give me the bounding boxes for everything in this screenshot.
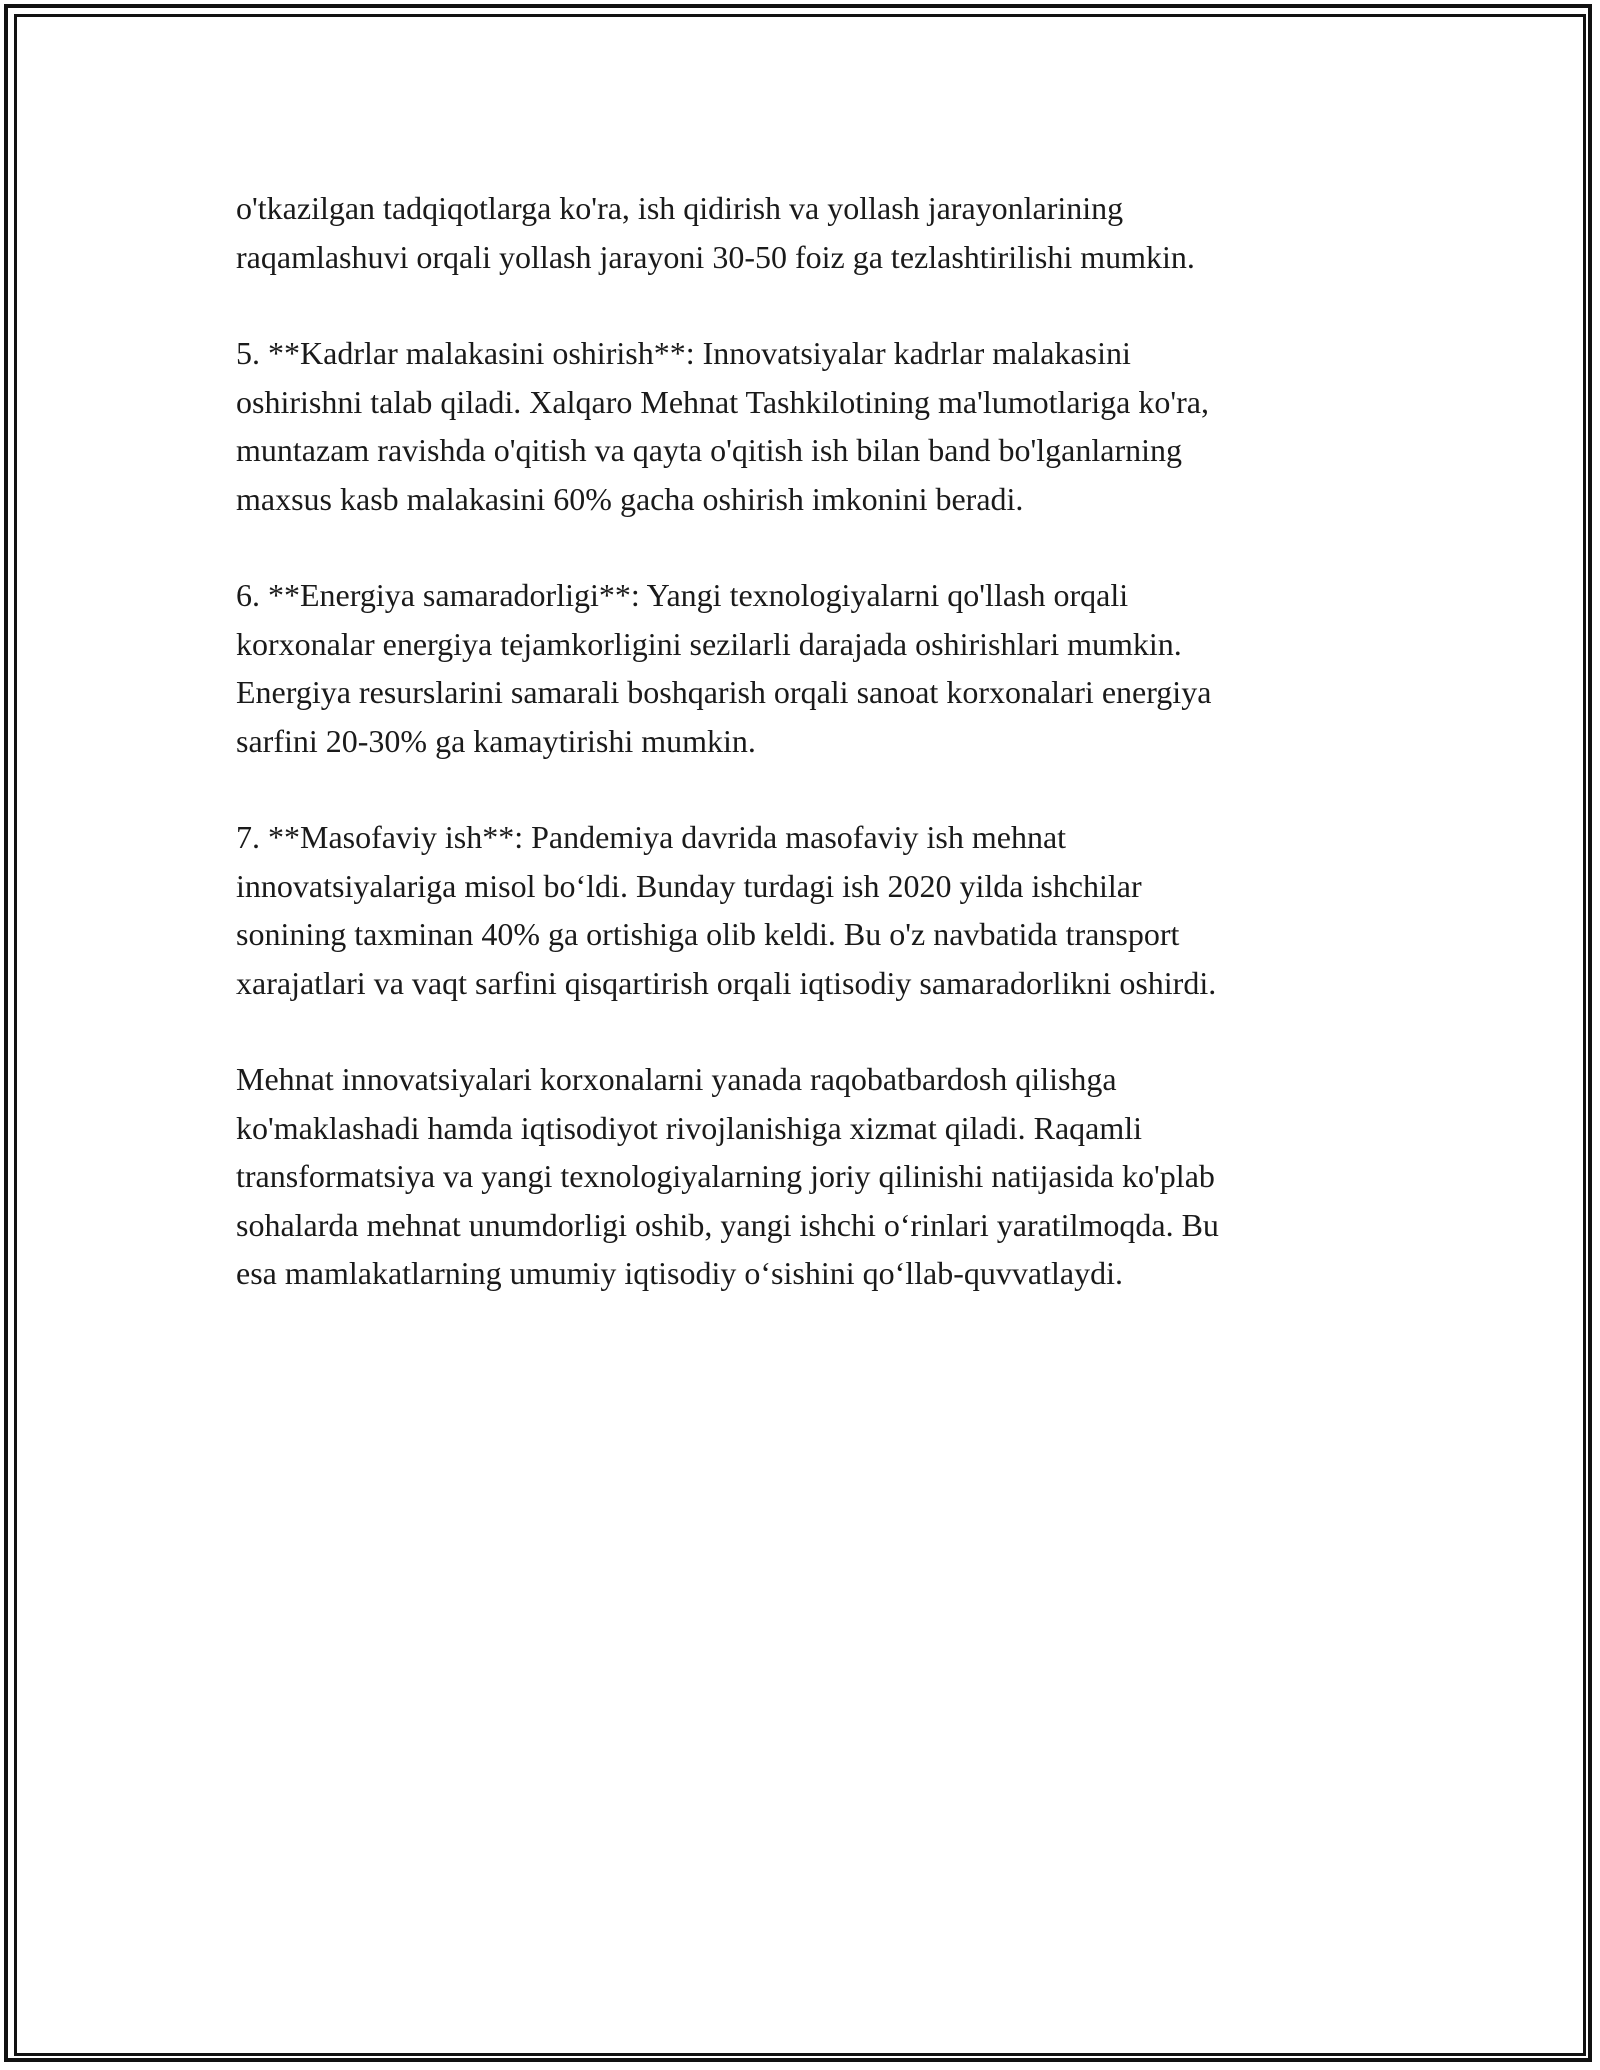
text-line: 5. **Kadrlar malakasini oshirish**: Innovatsiyalar kadrlar malakasini [236,335,1131,371]
paragraph-conclusion [236,1055,1416,1298]
text-line: Energiya resurslarini samarali boshqarish orqali sanoat korxonalari energiya [236,674,1212,710]
text-line: 6. **Energiya samaradorligi**: Yangi texnologiyalarni qo'llash orqali [236,577,1129,613]
text-line: raqamlashuvi orqali yollash jarayoni 30-50 foiz ga tezlashtirilishi mumkin. [236,238,1195,275]
text-line: korxonalar energiya tejamkorligini sezilarli darajada oshirishlari mumkin. [236,625,1182,662]
paragraph-item-5 [236,329,1416,523]
text-line: esa mamlakatlarning umumiy iqtisodiy o‘sishini qo‘llab-quvvatlaydi. [236,1255,1123,1291]
text-line: o'tkazilgan tadqiqotlarga ko'ra, ish qidirish va yollash jarayonlarining [236,190,1124,226]
text-line: oshirishni talab qiladi. Xalqaro Mehnat Tashkilotining ma'lumotlariga ko'ra, [236,383,1209,420]
text-line: sonining taxminan 40% ga ortishiga olib keldi. Bu o'z navbatida transport [236,916,1180,952]
text-line: 7. **Masofaviy ish**: Pandemiya davrida masofaviy ish mehnat [236,819,1067,855]
text-line: innovatsiyalariga misol bo‘ldi. Bunday turdagi ish 2020 yilda ishchilar [236,867,1142,904]
paragraph-item-7 [236,813,1416,1007]
text-line: xarajatlari va vaqt sarfini qisqartirish orqali iqtisodiy samaradorlikni oshirdi. [236,964,1217,1001]
text-line: maxsus kasb malakasini 60% gacha oshirish imkonini beradi. [236,480,1024,517]
text-line: Mehnat innovatsiyalari korxonalarni yanada raqobatbardosh qilishga [236,1061,1117,1097]
text-line: transformatsiya va yangi texnologiyalarning joriy qilinishi natijasida ko'plab [236,1158,1215,1194]
document-body [236,184,1416,1346]
text-line: sohalarda mehnat unumdorligi oshib, yangi ishchi o‘rinlari yaratilmoqda. Bu [236,1206,1219,1243]
text-line: sarfini 20-30% ga kamaytirishi mumkin. [236,722,756,759]
text-line: ko'maklashadi hamda iqtisodiyot rivojlanishiga xizmat qiladi. Raqamli [236,1109,1143,1146]
paragraph-item-6 [236,571,1416,765]
paragraph-intro-continuation [236,184,1416,281]
text-line: muntazam ravishda o'qitish va qayta o'qitish ish bilan band bo'lganlarning [236,432,1182,468]
